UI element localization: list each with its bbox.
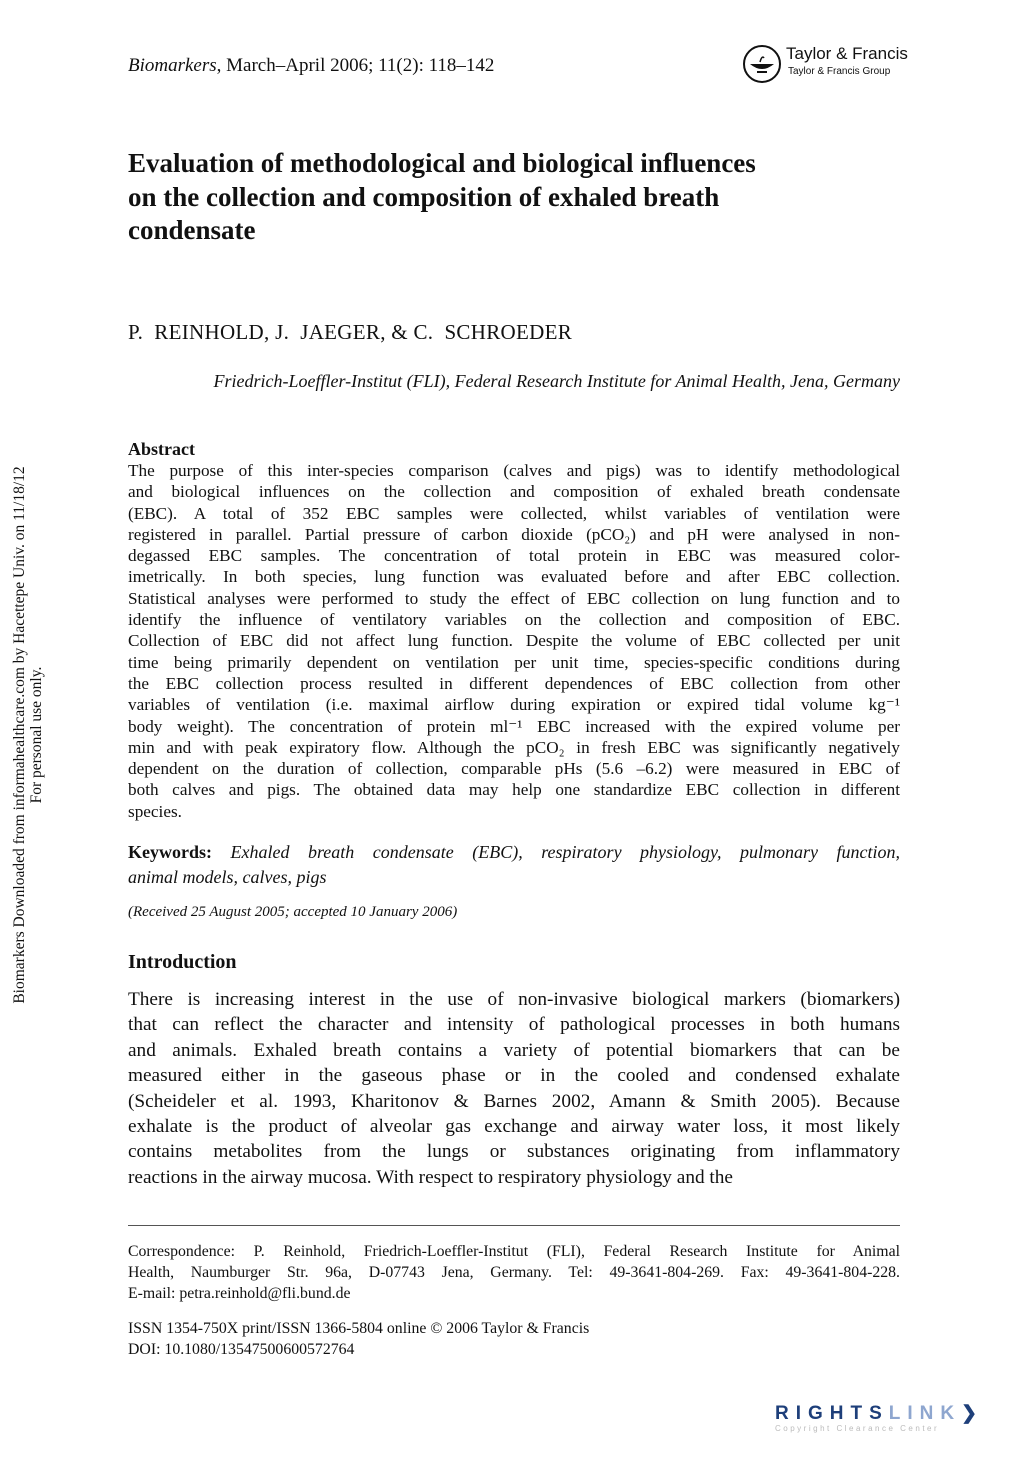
journal-citation (128, 55, 494, 77)
correspondence-line: Correspondence: P. Reinhold, Friedrich-Loeffler-Institut (FLI), Federal Research Institute for Animal (128, 1243, 900, 1260)
text-line: that can reflect the character and intensity of pathological processes in both humans (128, 1014, 900, 1036)
rightslink-sub: Copyright Clearance Center (775, 1424, 940, 1433)
publisher-logo (742, 42, 912, 86)
correspondence (128, 1241, 900, 1304)
issn: ISSN 1354-750X print/ISSN 1366-5804 online © 2006 Taylor & Francis (128, 1320, 590, 1337)
text-line: degassed EBC samples. The concentration of total protein in EBC was measured color- (128, 546, 900, 566)
text-line: and biological influences on the collection and composition of exhaled breath condensate (128, 482, 900, 502)
rightslink-brand-a: RIGHTS (775, 1403, 889, 1424)
text-line: variables of ventilation (i.e. maximal airflow during expiration or expired tidal volume kg⁻¹ (128, 695, 900, 715)
lamp-icon (742, 44, 782, 84)
issn-block (128, 1318, 589, 1360)
introduction-body (128, 987, 900, 1190)
rightslink-brand-b: LINK (888, 1403, 962, 1424)
text-line: and animals. Exhaled breath contains a variety of potential biomarkers that can be (128, 1039, 900, 1061)
keywords-label: Keywords: (128, 842, 212, 862)
text-line: contains metabolites from the lungs or substances originating from inflammatory (128, 1141, 900, 1163)
abstract-body (128, 460, 900, 822)
citation-details: , March–April 2006; 11(2): 118–142 (216, 55, 495, 76)
download-watermark (11, 355, 45, 1115)
download-note: Biomarkers Downloaded from informahealthcare.com by Hacettepe Univ. on 11/18/12 (11, 466, 28, 1004)
text-line: species. (128, 801, 182, 821)
keywords-line: animal models, calves, pigs (128, 866, 327, 887)
text-line: exhalate is the product of alveolar gas exchange and airway water loss, it most likely (128, 1116, 900, 1138)
text-line: body weight). The concentration of protein ml⁻¹ EBC increased with the expired volume per (128, 716, 900, 736)
title-line: condensate (128, 215, 256, 245)
text-line: reactions in the airway mucosa. With respect to respiratory physiology and the (128, 1166, 733, 1188)
text-line: registered in parallel. Partial pressure of carbon dioxide (pCO₂) and pH were analysed in non- (128, 524, 900, 544)
introduction-heading: Introduction (128, 951, 237, 973)
text-line: time being primarily dependent on ventilation per unit time, species-specific conditions during (128, 652, 900, 672)
text-line: Statistical analyses were performed to study the effect of EBC collection on lung function and to (128, 588, 900, 608)
text-line: (Scheideler et al. 1993, Kharitonov & Barnes 2002, Amann & Smith 2005). Because (128, 1090, 900, 1112)
text-line: min and with peak expiratory flow. Although the pCO₂ in fresh EBC was significantly negatively (128, 737, 900, 757)
text-line: imetrically. In both species, lung function was evaluated before and after EBC collection. (128, 567, 900, 587)
received-dates: (Received 25 August 2005; accepted 10 January 2006) (128, 904, 458, 920)
correspondence-line: Health, Naumburger Str. 96a, D-07743 Jena, Germany. Tel: 49-3641-804-269. Fax: 49-3641-804-228. (128, 1264, 900, 1281)
authors: P. REINHOLD, J. JAEGER, & C. SCHROEDER (128, 320, 572, 344)
article-title (128, 147, 900, 248)
logo-name: Taylor & Francis (786, 44, 908, 63)
title-line: on the collection and composition of exhaled breath (128, 181, 720, 212)
journal-name: Biomarkers (128, 55, 217, 76)
text-line: both calves and pigs. The obtained data may help one standardize EBC collection in different (128, 780, 900, 800)
text-line: identify the influence of ventilatory variables on the collection and composition of EBC. (128, 610, 900, 630)
chevron-right-icon: ❯ (961, 1403, 978, 1424)
affiliation: Friedrich-Loeffler-Institut (FLI), Federal Research Institute for Animal Health, Jena, Germany (213, 371, 900, 391)
text-line: The purpose of this inter-species comparison (calves and pigs) was to identify methodological (128, 461, 900, 480)
text-line: measured either in the gaseous phase or in the cooled and condensed exhalate (128, 1065, 900, 1087)
logo-group: Taylor & Francis Group (788, 66, 891, 77)
text-line: the EBC collection process resulted in different dependences of EBC collection from other (128, 673, 900, 693)
personal-use-note: For personal use only. (28, 666, 45, 804)
rightslink-logo[interactable] (775, 1402, 1005, 1442)
text-line: Collection of EBC did not affect lung function. Despite the volume of EBC collected per unit (128, 631, 900, 651)
text-line: There is increasing interest in the use of non-invasive biological markers (biomarkers) (128, 989, 900, 1010)
doi[interactable]: DOI: 10.1080/13547500600572764 (128, 1341, 355, 1358)
abstract-heading: Abstract (128, 439, 195, 459)
title-line: Evaluation of methodological and biological influences (128, 148, 756, 178)
text-line: dependent on the duration of collection, comparable pHs (5.6 –6.2) were measured in EBC of (128, 759, 900, 779)
keywords-line: Exhaled breath condensate (EBC), respiratory physiology, pulmonary function, (230, 842, 901, 862)
correspondence-email[interactable]: E-mail: petra.reinhold@fli.bund.de (128, 1285, 351, 1302)
footnote-divider (128, 1225, 900, 1226)
text-line: (EBC). A total of 352 EBC samples were collected, whilst variables of ventilation were (128, 503, 900, 523)
keywords (128, 840, 900, 889)
